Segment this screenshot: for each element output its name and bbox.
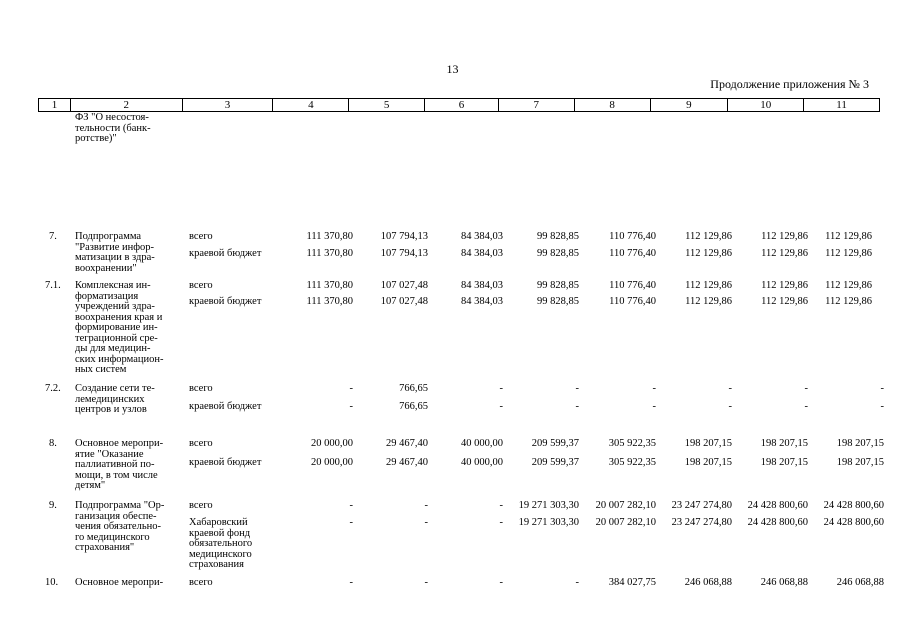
row-number: 7. — [49, 231, 57, 242]
value-cell: 40 000,00 — [461, 438, 503, 449]
value-cell: 112 129,86 — [761, 280, 808, 291]
value-cell: 110 776,40 — [609, 231, 656, 242]
value-cell: 111 370,80 — [306, 248, 353, 259]
row-name: Комплексная ин- форматизация учреждений здра- воохранения края и формирование ин- теграционной сре- ды для медицин- ских информацион- ных систем — [75, 280, 164, 375]
value-cell: 112 129,86 — [761, 296, 808, 307]
value-cell: 29 467,40 — [386, 457, 428, 468]
row-name: Основное меропри- — [75, 577, 164, 588]
value-cell: - — [499, 500, 503, 511]
value-cell: 110 776,40 — [609, 280, 656, 291]
value-cell: 84 384,03 — [461, 248, 503, 259]
value-cell: - — [652, 383, 656, 394]
value-cell: - — [880, 383, 884, 394]
value-cell: 246 068,88 — [760, 577, 808, 588]
value-cell: 84 384,03 — [461, 296, 503, 307]
value-cell: 20 000,00 — [311, 438, 353, 449]
value-cell: 112 129,86 — [825, 231, 872, 242]
value-cell: - — [804, 401, 808, 412]
value-cell: - — [499, 517, 503, 528]
value-cell: 24 428 800,60 — [747, 500, 808, 511]
funding-source: Хабаровский краевой фонд обязательного медицинского страхования — [189, 517, 253, 570]
header-cell: 7 — [498, 99, 574, 111]
value-cell: - — [349, 401, 353, 412]
row-name: Создание сети те- лемедицинских центров и узлов — [75, 383, 155, 415]
funding-source: всего — [189, 438, 213, 449]
carryover-text: ФЗ "О несостоя- тельности (банк- ротстве)" — [75, 112, 151, 144]
value-cell: 19 271 303,30 — [518, 517, 579, 528]
value-cell: 107 027,48 — [380, 296, 428, 307]
value-cell: 112 129,86 — [825, 280, 872, 291]
value-cell: 305 922,35 — [608, 438, 656, 449]
row-name: Подпрограмма "Развитие инфор- матизации в здра- воохранении" — [75, 231, 155, 274]
funding-source: всего — [189, 577, 213, 588]
value-cell: 107 794,13 — [380, 248, 428, 259]
value-cell: - — [349, 517, 353, 528]
value-cell: - — [499, 383, 503, 394]
row-number: 7.2. — [45, 383, 61, 394]
header-cell: 8 — [574, 99, 650, 111]
value-cell: 198 207,15 — [760, 457, 808, 468]
value-cell: 24 428 800,60 — [747, 517, 808, 528]
value-cell: 99 828,85 — [537, 296, 579, 307]
table-header — [38, 98, 880, 112]
value-cell: - — [804, 383, 808, 394]
header-cell: 5 — [348, 99, 424, 111]
value-cell: 198 207,15 — [836, 438, 884, 449]
value-cell: - — [575, 401, 579, 412]
page-number: 13 — [446, 62, 459, 76]
continuation-title: Продолжение приложения № 3 — [710, 77, 869, 91]
value-cell: 84 384,03 — [461, 231, 503, 242]
header-cell: 4 — [272, 99, 348, 111]
value-cell: 24 428 800,60 — [823, 517, 884, 528]
row-number: 10. — [45, 577, 59, 588]
value-cell: 107 027,48 — [380, 280, 428, 291]
funding-source: всего — [189, 500, 213, 511]
value-cell: 384 027,75 — [608, 577, 656, 588]
value-cell: 20 007 282,10 — [595, 517, 656, 528]
funding-source: краевой бюджет — [189, 457, 262, 468]
value-cell: 110 776,40 — [609, 296, 656, 307]
row-number: 9. — [49, 500, 57, 511]
funding-source: краевой бюджет — [189, 401, 262, 412]
value-cell: - — [880, 401, 884, 412]
row-name: Основное меропри- ятие "Оказание паллиативной по- мощи, в том числе детям" — [75, 438, 164, 491]
value-cell: - — [575, 577, 579, 588]
value-cell: 209 599,37 — [531, 438, 579, 449]
value-cell: - — [424, 500, 428, 511]
value-cell: 198 207,15 — [836, 457, 884, 468]
value-cell: 112 129,86 — [685, 280, 732, 291]
header-cell: 1 — [51, 99, 58, 111]
row-number: 7.1. — [45, 280, 61, 291]
funding-source: всего — [189, 280, 213, 291]
value-cell: 29 467,40 — [386, 438, 428, 449]
value-cell: 198 207,15 — [760, 438, 808, 449]
header-cell: 9 — [650, 99, 728, 111]
value-cell: - — [652, 401, 656, 412]
header-cell: 6 — [424, 99, 498, 111]
value-cell: 198 207,15 — [684, 438, 732, 449]
value-cell: 766,65 — [399, 401, 428, 412]
funding-source: краевой бюджет — [189, 296, 262, 307]
value-cell: 40 000,00 — [461, 457, 503, 468]
row-name: Подпрограмма "Ор- ганизация обеспе- чения обязательно- го медицинского страхования" — [75, 500, 165, 553]
value-cell: 198 207,15 — [684, 457, 732, 468]
value-cell: 99 828,85 — [537, 248, 579, 259]
value-cell: 23 247 274,80 — [671, 517, 732, 528]
value-cell: 111 370,80 — [306, 296, 353, 307]
value-cell: 246 068,88 — [836, 577, 884, 588]
value-cell: - — [499, 577, 503, 588]
value-cell: - — [728, 401, 732, 412]
value-cell: 209 599,37 — [531, 457, 579, 468]
value-cell: 112 129,86 — [685, 248, 732, 259]
value-cell: - — [349, 500, 353, 511]
value-cell: 305 922,35 — [608, 457, 656, 468]
header-cell: 3 — [182, 99, 273, 111]
value-cell: 112 129,86 — [761, 248, 808, 259]
value-cell: 84 384,03 — [461, 280, 503, 291]
value-cell: 766,65 — [399, 383, 428, 394]
value-cell: - — [575, 383, 579, 394]
value-cell: 20 000,00 — [311, 457, 353, 468]
value-cell: - — [728, 383, 732, 394]
value-cell: 19 271 303,30 — [518, 500, 579, 511]
funding-source: всего — [189, 383, 213, 394]
value-cell: 112 129,86 — [685, 231, 732, 242]
value-cell: 246 068,88 — [684, 577, 732, 588]
value-cell: 110 776,40 — [609, 248, 656, 259]
value-cell: 99 828,85 — [537, 280, 579, 291]
value-cell: - — [424, 517, 428, 528]
funding-source: краевой бюджет — [189, 248, 262, 259]
value-cell: 107 794,13 — [380, 231, 428, 242]
value-cell: - — [349, 577, 353, 588]
value-cell: - — [349, 383, 353, 394]
value-cell: 20 007 282,10 — [595, 500, 656, 511]
funding-source: всего — [189, 231, 213, 242]
value-cell: 23 247 274,80 — [671, 500, 732, 511]
value-cell: 112 129,86 — [825, 296, 872, 307]
value-cell: - — [499, 401, 503, 412]
row-number: 8. — [49, 438, 57, 449]
value-cell: - — [424, 577, 428, 588]
value-cell: 112 129,86 — [825, 248, 872, 259]
value-cell: 112 129,86 — [761, 231, 808, 242]
header-cell: 10 — [727, 99, 803, 111]
value-cell: 111 370,80 — [306, 231, 353, 242]
value-cell: 24 428 800,60 — [823, 500, 884, 511]
value-cell: 112 129,86 — [685, 296, 732, 307]
header-cell: 2 — [70, 99, 182, 111]
value-cell: 111 370,80 — [306, 280, 353, 291]
value-cell: 99 828,85 — [537, 231, 579, 242]
header-cell: 11 — [803, 99, 879, 111]
